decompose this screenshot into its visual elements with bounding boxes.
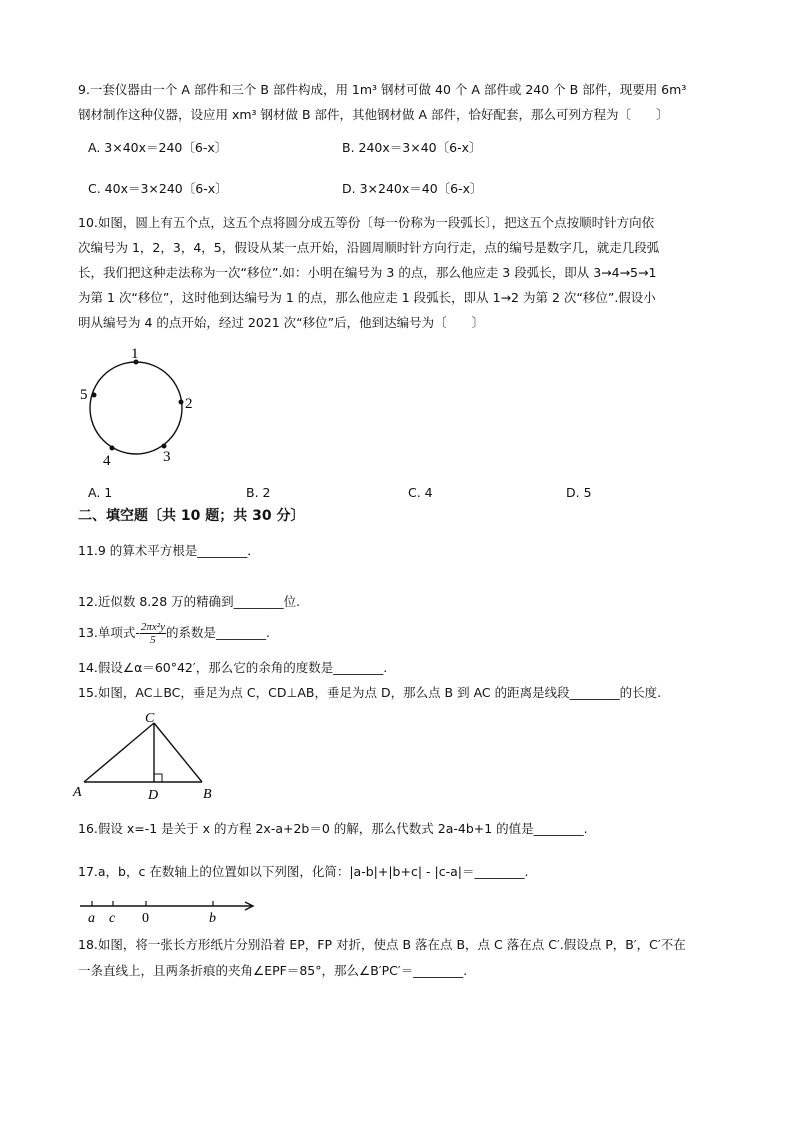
- circle-label-4: 4: [103, 453, 111, 469]
- circle-label-5: 5: [80, 387, 88, 403]
- q10-stem-line2: 次编号为 1，2，3，4，5，假设从某一点开始，沿圆周顺时针方向行走，点的编号是数字几，就走几段弧: [78, 240, 660, 255]
- q10-stem-line5: 明从编号为 4 的点开始，经过 2021 次“移位”后，他到达编号为〔 〕: [78, 315, 485, 330]
- q15-stem: 15.如图，AC⊥BC，垂足为点 C，CD⊥AB，垂足为点 D，那么点 B 到 AC 的距离是线段________的长度.: [78, 685, 662, 700]
- label-b: b: [209, 911, 216, 926]
- q13-fraction: [140, 621, 166, 646]
- q18-stem-line2: 一条直线上，且两条折痕的夹角∠EPF＝85°，那么∠B′PC′＝________.: [78, 963, 468, 978]
- circle-point-4: [110, 446, 115, 451]
- q17-number-line: [74, 894, 264, 930]
- q10-option-d[interactable]: D. 5: [566, 485, 592, 500]
- q13-suffix: 的系数是________.: [165, 625, 270, 640]
- q15-triangle-figure: [70, 708, 230, 803]
- label-a: a: [88, 911, 95, 926]
- q10-circle-figure: [70, 340, 210, 470]
- q13-numerator: 2πx²y: [140, 621, 165, 633]
- q9-option-d[interactable]: D. 3×240x＝40〔6-x〕: [342, 181, 483, 196]
- circle-label-2: 2: [185, 396, 193, 412]
- circle-label-3: 3: [163, 449, 171, 465]
- q12-stem: 12.近似数 8.28 万的精确到________位.: [78, 594, 301, 609]
- q9-option-a[interactable]: A. 3×40x＝240〔6-x〕: [88, 140, 228, 155]
- circle-label-1: 1: [131, 346, 139, 362]
- q13-stem: [78, 616, 270, 650]
- segment-ac: [84, 723, 154, 782]
- q9-option-b[interactable]: B. 240x＝3×40〔6-x〕: [342, 140, 482, 155]
- circle-outline: [90, 362, 182, 454]
- q17-stem: 17.a，b，c 在数轴上的位置如以下列图，化简：|a-b|+|b+c| - |c-a|＝________.: [78, 864, 529, 879]
- circle-point-2: [179, 400, 184, 405]
- q18-stem-line1: 18.如图，将一张长方形纸片分别沿着 EP，FP 对折，使点 B 落在点 B，点 C 落在点 C′.假设点 P，B′，C′不在: [78, 937, 686, 952]
- q9-stem-line1: 9.一套仪器由一个 A 部件和三个 B 部件构成，用 1m³ 钢材可做 40 个 A 部件或 240 个 B 部件，现要用 6m³: [78, 82, 687, 97]
- section-heading-fill-in: 二、填空题〔共 10 题；共 30 分〕: [78, 508, 305, 524]
- q13-prefix: 13.单项式-: [78, 625, 140, 640]
- q11-stem: 11.9 的算术平方根是________．: [78, 543, 260, 558]
- label-c: c: [109, 911, 116, 926]
- q10-stem-line3: 长，我们把这种走法称为一次“移位”.如：小明在编号为 3 的点，那么他应走 3 段弧长，即从 3→4→5→1: [78, 265, 657, 280]
- q10-stem-line1: 10.如图，圆上有五个点，这五个点将圆分成五等份〔每一份称为一段弧长〕，把这五个点按顺时针方向依: [78, 215, 655, 230]
- label-c: C: [145, 711, 155, 726]
- q9-stem-line2: 钢材制作这种仪器，设应用 xm³ 钢材做 B 部件，其他钢材做 A 部件，恰好配套，那么可列方程为〔 〕: [78, 107, 669, 122]
- circle-point-3: [162, 444, 167, 449]
- segment-cb: [154, 723, 202, 782]
- circle-point-5: [92, 393, 97, 398]
- q10-option-a[interactable]: A. 1: [88, 485, 113, 500]
- label-zero: 0: [142, 911, 149, 926]
- q16-stem: 16.假设 x=-1 是关于 x 的方程 2x-a+2b＝0 的解，那么代数式 2a-4b+1 的值是________.: [78, 821, 588, 836]
- label-a: A: [73, 785, 82, 800]
- q10-option-b[interactable]: B. 2: [246, 485, 271, 500]
- right-angle-mark: [154, 774, 162, 782]
- q14-stem: 14.假设∠α＝60°42′，那么它的余角的度数是________.: [78, 660, 388, 675]
- q10-option-c[interactable]: C. 4: [408, 485, 433, 500]
- q13-denominator: 5: [150, 634, 156, 646]
- q9-option-c[interactable]: C. 40x＝3×240〔6-x〕: [88, 181, 228, 196]
- label-d: D: [148, 788, 159, 803]
- q10-stem-line4: 为第 1 次“移位”，这时他到达编号为 1 的点，那么他应走 1 段弧长，即从 1→2 为第 2 次“移位”.假设小: [78, 290, 656, 305]
- label-b: B: [203, 787, 212, 802]
